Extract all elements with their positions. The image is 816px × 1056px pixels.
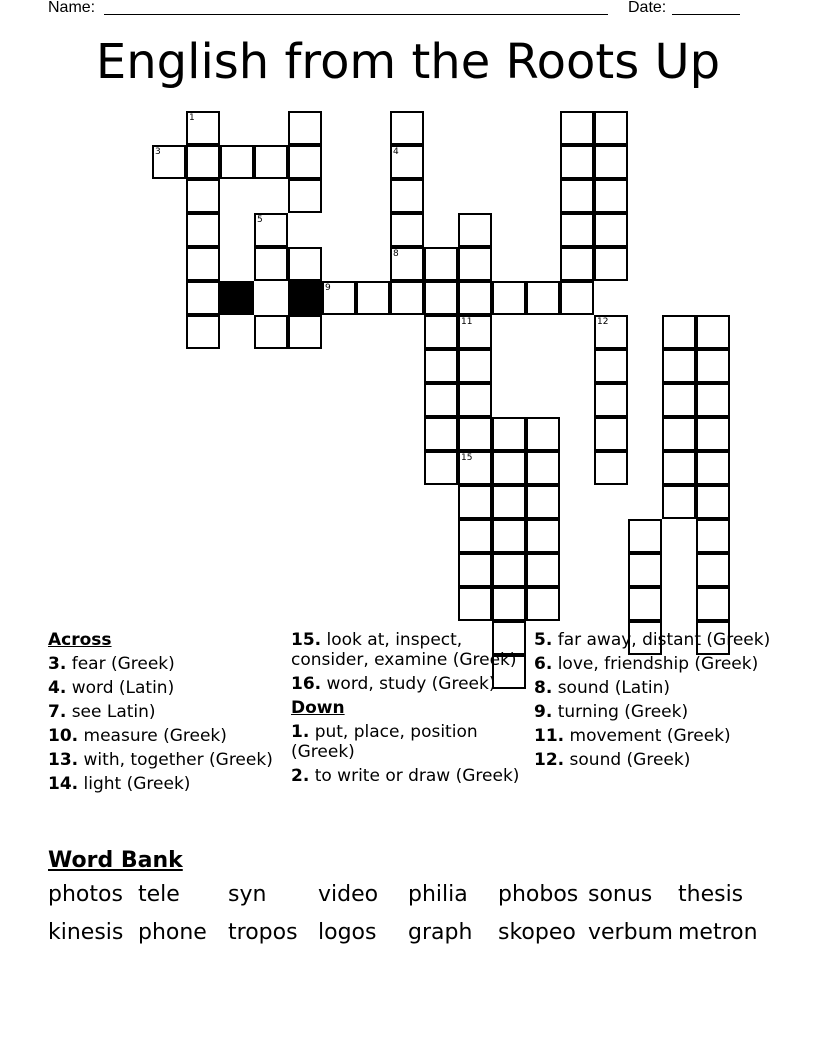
crossword-cell[interactable] (458, 417, 492, 451)
clue-across-13 (48, 750, 288, 770)
crossword-cell[interactable] (492, 553, 526, 587)
word-bank-item: skopeo (498, 920, 576, 945)
name-label: Name: (48, 0, 96, 16)
clue-column-3 (534, 630, 774, 774)
crossword-cell[interactable] (662, 451, 696, 485)
clue-down-12 (534, 750, 774, 770)
cell-number: 15 (461, 453, 473, 463)
crossword-cell[interactable] (424, 247, 458, 281)
clue-number: 14. (48, 774, 79, 794)
clue-number: 16. (291, 674, 322, 694)
crossword-cell[interactable] (594, 383, 628, 417)
crossword-cell[interactable] (594, 451, 628, 485)
word-bank-item: phone (138, 920, 207, 945)
crossword-cell[interactable] (696, 587, 730, 621)
clue-number: 13. (48, 750, 79, 770)
crossword-cell[interactable] (696, 315, 730, 349)
crossword-cell[interactable] (390, 111, 424, 145)
clue-number: 3. (48, 654, 67, 674)
clue-down-9 (534, 702, 774, 722)
crossword-cell[interactable] (254, 145, 288, 179)
crossword-block (220, 281, 254, 315)
clue-number: 15. (291, 630, 322, 650)
clue-text: far away, distant (Greek) (557, 630, 771, 650)
crossword-cell[interactable] (526, 519, 560, 553)
clue-text: turning (Greek) (557, 702, 689, 722)
crossword-cell[interactable] (628, 587, 662, 621)
word-bank-item: kinesis (48, 920, 124, 945)
crossword-cell[interactable] (526, 281, 560, 315)
crossword-cell[interactable] (594, 315, 628, 349)
crossword-cell[interactable] (458, 485, 492, 519)
crossword-cell[interactable] (628, 519, 662, 553)
word-bank-item: verbum (588, 920, 673, 945)
clue-across-7 (48, 702, 288, 722)
word-bank-item: phobos (498, 882, 579, 907)
clue-down-2 (291, 766, 531, 786)
crossword-cell[interactable] (288, 247, 322, 281)
crossword-cell[interactable] (458, 451, 492, 485)
crossword-cell[interactable] (288, 111, 322, 145)
clue-column-1 (48, 630, 288, 798)
clue-down-8 (534, 678, 774, 698)
clue-text: sound (Latin) (557, 678, 671, 698)
crossword-cell[interactable] (288, 145, 322, 179)
clue-number: 1. (291, 722, 310, 742)
crossword-cell[interactable] (628, 553, 662, 587)
word-bank-item: philia (408, 882, 468, 907)
clue-across-3 (48, 654, 288, 674)
page-title: English from the Roots Up (95, 34, 721, 90)
crossword-cell[interactable] (458, 281, 492, 315)
clue-across-14 (48, 774, 288, 794)
clue-column-2 (291, 630, 531, 790)
crossword-cell[interactable] (696, 519, 730, 553)
clue-text: sound (Greek) (569, 750, 691, 770)
crossword-cell[interactable] (424, 315, 458, 349)
crossword-cell[interactable] (560, 179, 594, 213)
word-bank-item: tropos (228, 920, 298, 945)
clue-number: 11. (534, 726, 565, 746)
clue-number: 6. (534, 654, 553, 674)
clue-down-5 (534, 630, 774, 650)
crossword-cell[interactable] (288, 179, 322, 213)
crossword-cell[interactable] (696, 451, 730, 485)
crossword-cell[interactable] (390, 213, 424, 247)
crossword-cell[interactable] (662, 315, 696, 349)
crossword-cell[interactable] (492, 485, 526, 519)
cell-number: 3 (155, 147, 161, 157)
crossword-cell[interactable] (662, 349, 696, 383)
crossword-cell[interactable] (424, 451, 458, 485)
crossword-block (288, 281, 322, 315)
clue-text: to write or draw (Greek) (314, 766, 520, 786)
crossword-cell[interactable] (526, 451, 560, 485)
word-bank-item: photos (48, 882, 123, 907)
crossword-cell[interactable] (220, 145, 254, 179)
clue-text: with, together (Greek) (83, 750, 273, 770)
clue-text: love, friendship (Greek) (557, 654, 759, 674)
crossword-cell[interactable] (492, 417, 526, 451)
crossword-cell[interactable] (492, 587, 526, 621)
crossword-cell[interactable] (254, 213, 288, 247)
crossword-cell[interactable] (662, 383, 696, 417)
crossword-cell[interactable] (424, 349, 458, 383)
date-label: Date: (628, 0, 667, 16)
crossword-cell[interactable] (254, 315, 288, 349)
crossword-cell[interactable] (186, 179, 220, 213)
cell-number: 1 (189, 113, 195, 123)
cell-number: 8 (393, 249, 399, 259)
clue-text: light (Greek) (83, 774, 191, 794)
crossword-cell[interactable] (560, 111, 594, 145)
word-bank-item: tele (138, 882, 180, 907)
clue-text: word, study (Greek) (326, 674, 496, 694)
clue-across-15 (291, 630, 531, 670)
crossword-cell[interactable] (390, 281, 424, 315)
crossword-cell[interactable] (560, 281, 594, 315)
clue-across-4 (48, 678, 288, 698)
crossword-cell[interactable] (424, 417, 458, 451)
crossword-cell[interactable] (254, 247, 288, 281)
crossword-cell[interactable] (594, 417, 628, 451)
crossword-cell[interactable] (526, 587, 560, 621)
word-bank-item: metron (678, 920, 758, 945)
down-header: Down (291, 698, 345, 718)
crossword-cell[interactable] (696, 485, 730, 519)
crossword-cell[interactable] (458, 587, 492, 621)
crossword-cell[interactable] (594, 111, 628, 145)
cell-number: 11 (461, 317, 473, 327)
crossword-cell[interactable] (560, 145, 594, 179)
crossword-cell[interactable] (492, 451, 526, 485)
crossword-cell[interactable] (560, 247, 594, 281)
crossword-cell[interactable] (696, 383, 730, 417)
across-header: Across (48, 630, 112, 650)
word-bank-title: Word Bank (48, 848, 183, 873)
crossword-cell[interactable] (152, 145, 186, 179)
crossword-cell[interactable] (424, 281, 458, 315)
crossword-cell[interactable] (186, 213, 220, 247)
crossword-cell[interactable] (696, 553, 730, 587)
crossword-cell[interactable] (390, 145, 424, 179)
crossword-cell[interactable] (492, 519, 526, 553)
clue-text: look at, inspect, consider, examine (Greek) (291, 630, 517, 670)
word-bank-item: syn (228, 882, 267, 907)
clue-down-6 (534, 654, 774, 674)
crossword-cell[interactable] (594, 247, 628, 281)
crossword-cell[interactable] (458, 349, 492, 383)
clue-down-11 (534, 726, 774, 746)
crossword-cell[interactable] (458, 553, 492, 587)
clue-text: fear (Greek) (71, 654, 175, 674)
word-bank-item: video (318, 882, 379, 907)
cell-number: 12 (597, 317, 609, 327)
crossword-cell[interactable] (186, 145, 220, 179)
clue-number: 9. (534, 702, 553, 722)
clue-text: word (Latin) (71, 678, 175, 698)
clue-text: put, place, position (Greek) (291, 722, 478, 762)
cell-number: 9 (325, 283, 331, 293)
word-bank-item: graph (408, 920, 473, 945)
clue-across-16 (291, 674, 531, 694)
clue-text: see Latin) (71, 702, 156, 722)
crossword-cell[interactable] (186, 247, 220, 281)
crossword-cell[interactable] (458, 315, 492, 349)
crossword-cell[interactable] (526, 553, 560, 587)
word-bank-item: sonus (588, 882, 653, 907)
crossword-cell[interactable] (458, 383, 492, 417)
crossword-cell[interactable] (492, 281, 526, 315)
crossword-cell[interactable] (186, 315, 220, 349)
crossword-cell[interactable] (526, 485, 560, 519)
crossword-cell[interactable] (594, 213, 628, 247)
crossword-cell[interactable] (662, 417, 696, 451)
crossword-cell[interactable] (696, 349, 730, 383)
crossword-cell[interactable] (356, 281, 390, 315)
word-bank-item: thesis (678, 882, 744, 907)
cell-number: 4 (393, 147, 399, 157)
crossword-cell[interactable] (424, 383, 458, 417)
clue-number: 8. (534, 678, 553, 698)
crossword-cell[interactable] (696, 417, 730, 451)
crossword-cell[interactable] (390, 179, 424, 213)
crossword-cell[interactable] (594, 145, 628, 179)
clue-text: measure (Greek) (83, 726, 227, 746)
clue-number: 10. (48, 726, 79, 746)
clue-number: 4. (48, 678, 67, 698)
clue-text: movement (Greek) (569, 726, 731, 746)
crossword-cell[interactable] (458, 519, 492, 553)
word-bank-item: logos (318, 920, 377, 945)
crossword-cell[interactable] (560, 213, 594, 247)
clue-down-1 (291, 722, 531, 762)
clue-across-10 (48, 726, 288, 746)
crossword-cell[interactable] (594, 349, 628, 383)
crossword-cell[interactable] (526, 417, 560, 451)
clue-number: 5. (534, 630, 553, 650)
clue-number: 12. (534, 750, 565, 770)
cell-number: 5 (257, 215, 263, 225)
crossword-cell[interactable] (288, 315, 322, 349)
clue-number: 2. (291, 766, 310, 786)
crossword-cell[interactable] (662, 485, 696, 519)
crossword-cell[interactable] (390, 247, 424, 281)
crossword-cell[interactable] (458, 213, 492, 247)
crossword-cell[interactable] (322, 281, 356, 315)
crossword-cell[interactable] (594, 179, 628, 213)
clue-number: 7. (48, 702, 67, 722)
crossword-cell[interactable] (186, 281, 220, 315)
crossword-cell[interactable] (186, 111, 220, 145)
crossword-cell[interactable] (458, 247, 492, 281)
